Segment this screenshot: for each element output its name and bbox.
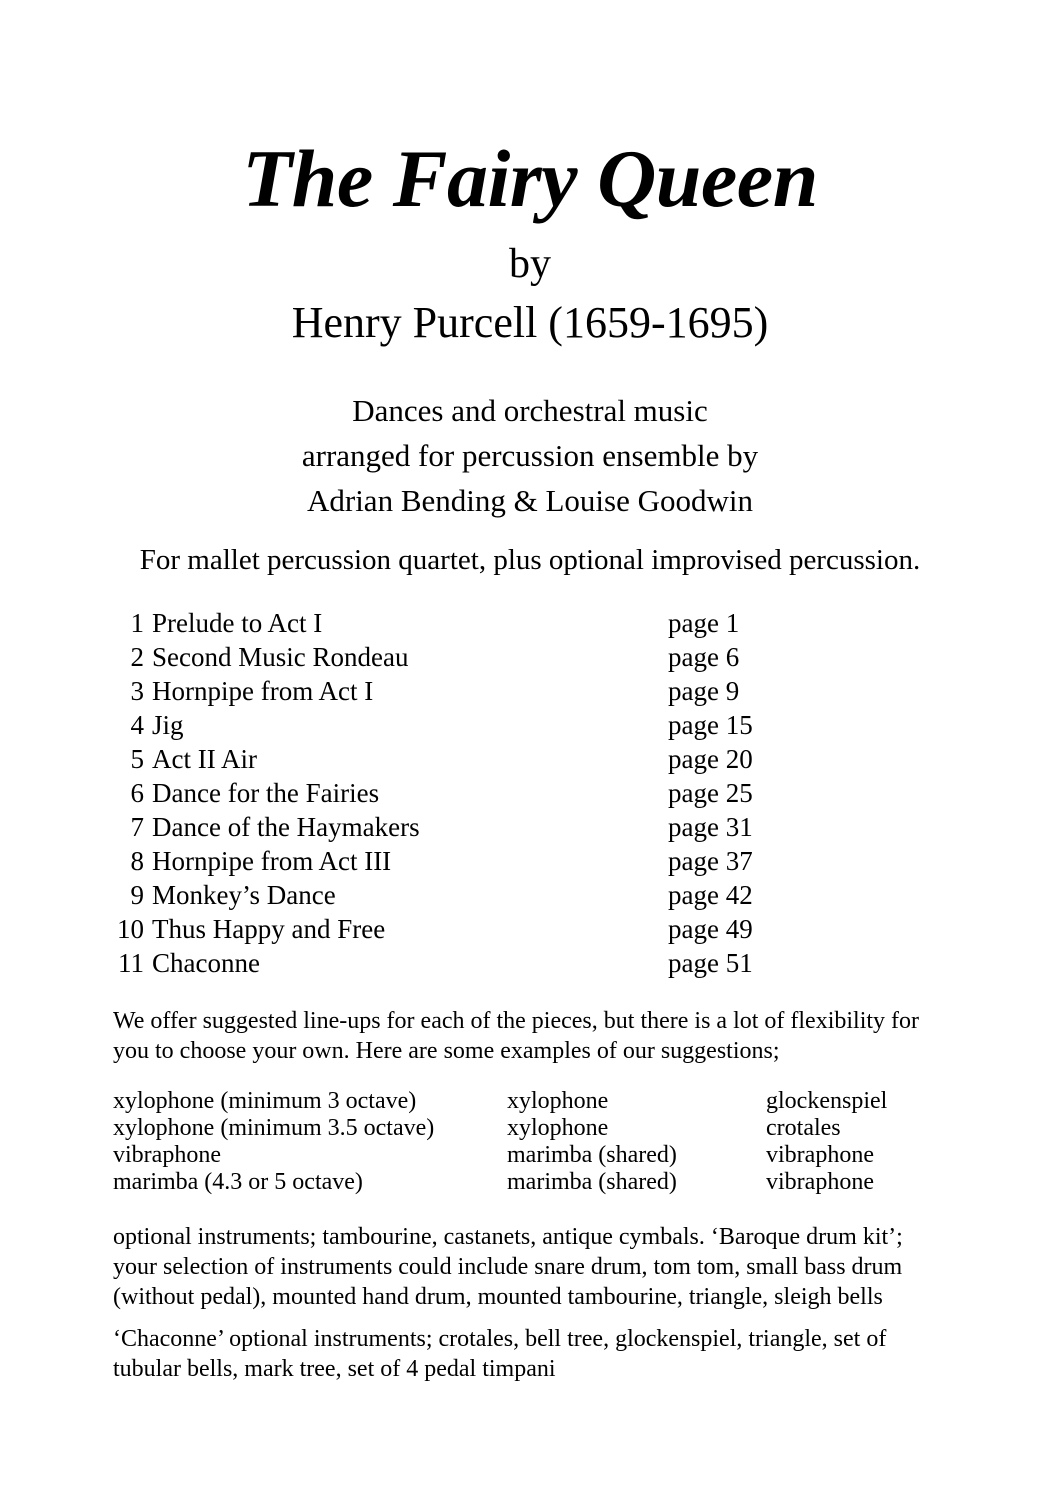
toc-row [108,878,828,912]
toc-number: 5 [130,744,144,774]
toc-row [108,844,828,878]
instrument-col3: vibraphone [766,1142,874,1168]
toc-number: 3 [130,676,144,706]
toc-row [108,776,828,810]
toc-title: Prelude to Act I [152,608,323,638]
subtitle-block [0,388,1060,523]
instrument-col1: marimba (4.3 or 5 octave) [113,1169,363,1195]
toc-number: 7 [130,812,144,842]
toc-row [108,946,828,980]
table-of-contents [108,606,828,980]
toc-number: 1 [130,608,144,638]
instrument-col2: xylophone [507,1088,609,1114]
instrument-row [113,1115,923,1142]
toc-page: page 51 [668,948,753,978]
instrument-row [113,1088,923,1115]
toc-number: 8 [130,846,144,876]
toc-row [108,708,828,742]
toc-title: Hornpipe from Act III [152,846,392,876]
toc-number: 11 [118,948,144,978]
instrument-col3: crotales [766,1115,841,1141]
instrument-col3: vibraphone [766,1169,874,1195]
instrument-suggestion-table [113,1088,923,1196]
instrument-col1: xylophone (minimum 3.5 octave) [113,1115,435,1141]
toc-title: Second Music Rondeau [152,642,409,672]
toc-page: page 49 [668,914,753,944]
subtitle-line-3: Adrian Bending & Louise Goodwin [306,483,753,518]
toc-title: Dance of the Haymakers [152,812,420,842]
instrument-col1: vibraphone [113,1142,221,1168]
toc-row [108,912,828,946]
toc-title: Act II Air [152,744,257,774]
toc-page: page 37 [668,846,753,876]
toc-title: Dance for the Fairies [152,778,380,808]
instrument-col1: xylophone (minimum 3 octave) [113,1088,417,1114]
toc-page: page 6 [668,642,740,672]
optional-instruments-paragraph: optional instruments; tambourine, castanets, antique cymbals. ‘Baroque drum kit’; your selection of instruments could include snare drum, tom tom, small bass drum (without pedal), mounted hand drum, mounted tambourine, triangle, sleigh bells [113,1224,903,1310]
subtitle-line-1: Dances and orchestral music [352,393,708,428]
toc-number: 2 [130,642,144,672]
toc-number: 6 [130,778,144,808]
toc-number: 9 [130,880,144,910]
toc-page: page 1 [668,608,740,638]
instrument-col2: marimba (shared) [507,1142,677,1168]
toc-row [108,674,828,708]
instrument-row [113,1169,923,1196]
toc-page: page 20 [668,744,753,774]
by-label: by [509,241,551,287]
toc-number: 4 [130,710,144,740]
toc-row [108,742,828,776]
toc-page: page 9 [668,676,740,706]
toc-title: Jig [152,710,184,740]
chaconne-instruments-paragraph: ‘Chaconne’ optional instruments; crotales, bell tree, glockenspiel, triangle, set of tubular bells, mark tree, set of 4 pedal timpani [113,1326,887,1382]
toc-page: page 25 [668,778,753,808]
toc-row [108,606,828,640]
subtitle-line-2: arranged for percussion ensemble by [301,438,759,473]
page-title: The Fairy Queen [242,133,818,224]
toc-title: Hornpipe from Act I [152,676,374,706]
toc-page: page 42 [668,880,753,910]
instrument-col3: glockenspiel [766,1088,888,1114]
toc-title: Thus Happy and Free [152,914,386,944]
instrument-col2: xylophone [507,1115,609,1141]
toc-page: page 15 [668,710,753,740]
instrument-col2: marimba (shared) [507,1169,677,1195]
toc-title: Monkey’s Dance [152,880,336,910]
toc-row [108,640,828,674]
toc-number: 10 [117,914,144,944]
toc-page: page 31 [668,812,753,842]
toc-title: Chaconne [152,948,260,978]
toc-row [108,810,828,844]
line-up-intro-paragraph: We offer suggested line-ups for each of the pieces, but there is a lot of flexibility for you to choose your own. Here are some examples of our suggestions; [113,1008,920,1064]
instrument-row [113,1142,923,1169]
composer-name: Henry Purcell (1659-1695) [291,298,769,347]
instrumentation-tagline: For mallet percussion quartet, plus optional improvised percussion. [139,544,921,576]
